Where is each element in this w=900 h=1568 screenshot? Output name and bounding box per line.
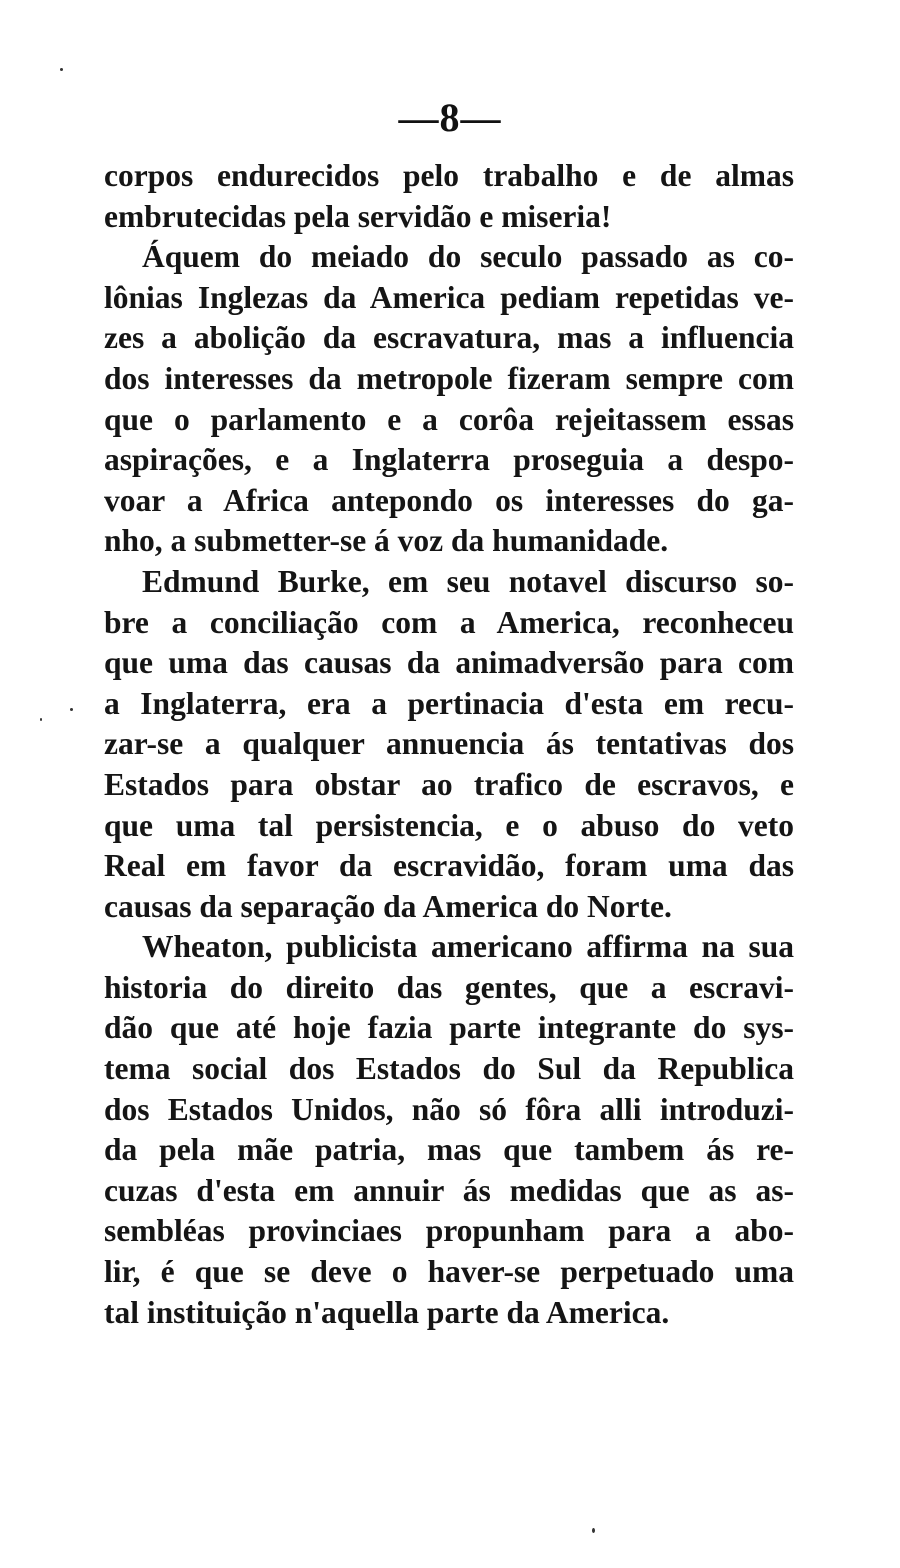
print-speck	[592, 1528, 595, 1533]
text-line: cuzas d'esta em annuir ás medidas que as as-	[104, 1172, 794, 1208]
paragraph-4	[104, 927, 794, 1333]
text-line: zes a abolição da escravatura, mas a influencia	[104, 320, 794, 356]
paragraph-3	[104, 562, 794, 927]
text-line: sembléas provinciaes propunham para a abo-	[104, 1213, 794, 1249]
text-line: tema social dos Estados do Sul da Republica	[104, 1051, 794, 1087]
text-line: Real em favor da escravidão, foram uma das	[104, 848, 794, 884]
text-line: corpos endurecidos pelo trabalho e de almas	[104, 158, 794, 193]
text-line: Wheaton, publicista americano affirma na sua	[142, 929, 794, 965]
text-line: lir, é que se deve o haver-se perpetuado uma	[104, 1254, 794, 1290]
text-line: da pela mãe patria, mas que tambem ás re-	[104, 1132, 794, 1168]
text-line: voar a Africa antepondo os interesses do ga-	[104, 482, 794, 518]
text-line: Edmund Burke, em seu notavel discurso so-	[142, 563, 794, 599]
text-line: que uma das causas da animadversão para com	[104, 645, 794, 681]
text-line: dos Estados Unidos, não só fôra alli introduzi-	[104, 1091, 794, 1127]
text-line: bre a conciliação com a America, reconheceu	[104, 604, 794, 640]
text-line: que o parlamento e a corôa rejeitassem essas	[104, 401, 794, 437]
page-number: —8—	[398, 95, 502, 140]
print-speck	[40, 718, 42, 721]
body-text	[104, 156, 794, 1333]
text-line: Áquem do meiado do seculo passado as co-	[142, 239, 794, 275]
text-line: historia do direito das gentes, que a escravi-	[104, 969, 794, 1005]
paragraph-2	[104, 237, 794, 562]
text-line: embrutecidas pela servidão e miseria!	[104, 198, 612, 234]
text-line: nho, a submetter-se á voz da humanidade.	[104, 523, 669, 559]
text-line: causas da separação da America do Norte.	[104, 888, 672, 924]
print-speck	[70, 708, 73, 711]
text-line: a Inglaterra, era a pertinacia d'esta em recu-	[104, 685, 794, 721]
text-line: lônias Inglezas da America pediam repetidas ve-	[104, 279, 794, 315]
text-line: zar-se a qualquer annuencia ás tentativas dos	[104, 726, 794, 762]
text-line: dos interesses da metropole fizeram sempre com	[104, 360, 794, 396]
print-speck	[60, 68, 63, 71]
text-line: dão que até hoje fazia parte integrante do sys-	[104, 1010, 794, 1046]
text-line: que uma tal persistencia, e o abuso do veto	[104, 807, 794, 843]
text-line: tal instituição n'aquella parte da America.	[104, 1294, 670, 1330]
paragraph-1	[104, 156, 794, 237]
text-line: Estados para obstar ao trafico de escravos, e	[104, 766, 794, 802]
text-line: aspirações, e a Inglaterra proseguia a despo-	[104, 442, 794, 478]
